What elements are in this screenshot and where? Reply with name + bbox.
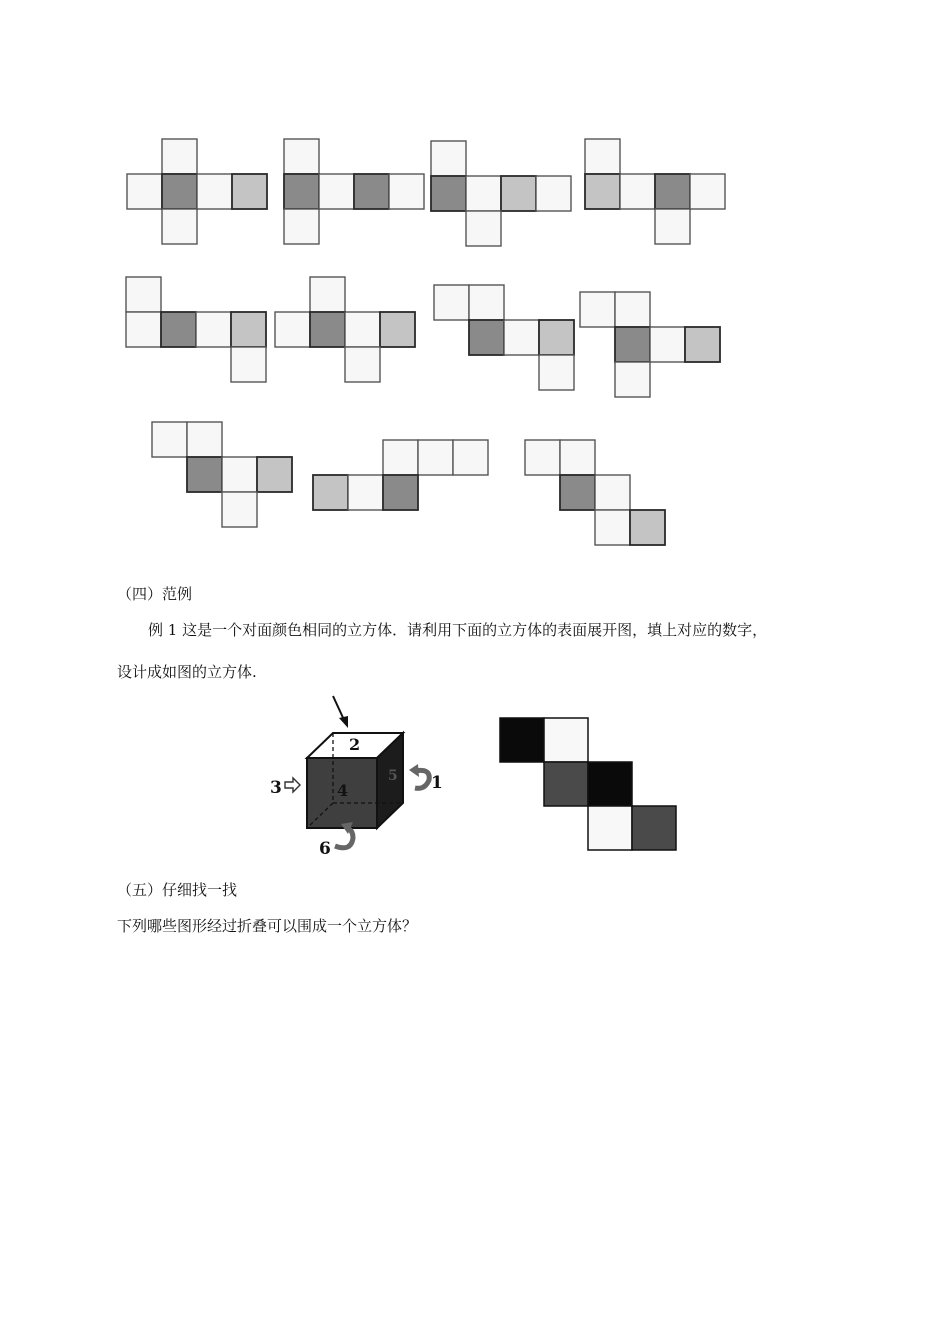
net-square: [431, 176, 466, 211]
answer-net-square: [544, 718, 588, 762]
net-square: [650, 327, 685, 362]
cube-net-11: [525, 440, 665, 545]
cube-net-5: [126, 277, 266, 382]
net-square: [380, 312, 415, 347]
cube-net-9: [152, 422, 292, 527]
answer-net-square: [588, 762, 632, 806]
net-square: [595, 510, 630, 545]
right-curved-arrowhead: [409, 764, 419, 777]
label-top: 2: [349, 735, 361, 754]
net-square: [310, 277, 345, 312]
net-square: [231, 347, 266, 382]
net-square: [690, 174, 725, 209]
net-square: [630, 510, 665, 545]
net-square: [162, 174, 197, 209]
net-square: [197, 174, 232, 209]
section-four-heading: （四）范例: [117, 585, 193, 603]
answer-net-figure: [490, 708, 690, 858]
answer-net-square: [544, 762, 588, 806]
net-square: [383, 440, 418, 475]
net-square: [222, 492, 257, 527]
cube-nets-figure: [0, 0, 950, 560]
net-square: [580, 292, 615, 327]
bottom-curved-arrow-icon: [335, 828, 353, 848]
answer-net-square: [500, 718, 544, 762]
net-square: [431, 141, 466, 176]
net-square: [560, 475, 595, 510]
cube-net-3: [431, 141, 571, 246]
net-square: [539, 355, 574, 390]
net-square: [187, 457, 222, 492]
label-right-arrow: 1: [431, 773, 443, 793]
net-square: [595, 475, 630, 510]
cube-net-10: [313, 440, 488, 510]
cube-net-4: [585, 139, 725, 244]
net-square: [126, 312, 161, 347]
net-square: [232, 174, 267, 209]
net-square: [615, 327, 650, 362]
label-right: 5: [388, 768, 398, 784]
net-square: [345, 347, 380, 382]
net-square: [501, 176, 536, 211]
net-square: [536, 176, 571, 211]
net-square: [126, 277, 161, 312]
net-square: [196, 312, 231, 347]
net-square: [222, 457, 257, 492]
net-square: [655, 174, 690, 209]
cube-net-8: [580, 292, 720, 397]
net-square: [685, 327, 720, 362]
example-text-line2: 设计成如图的立方体.: [117, 663, 257, 681]
cube-net-1: [127, 139, 267, 244]
net-square: [319, 174, 354, 209]
net-square: [348, 475, 383, 510]
answer-net-square: [632, 806, 676, 850]
cube-net-2: [284, 139, 424, 244]
net-square: [585, 174, 620, 209]
net-square: [284, 209, 319, 244]
net-square: [466, 211, 501, 246]
net-square: [453, 440, 488, 475]
net-square: [539, 320, 574, 355]
net-square: [466, 176, 501, 211]
section-five-question: 下列哪些图形经过折叠可以围成一个立方体？: [117, 917, 418, 935]
net-square: [127, 174, 162, 209]
net-square: [620, 174, 655, 209]
net-square: [418, 440, 453, 475]
answer-net-square: [588, 806, 632, 850]
net-square: [345, 312, 380, 347]
left-hollow-arrow-icon: [285, 778, 300, 792]
net-square: [615, 292, 650, 327]
net-square: [560, 440, 595, 475]
net-square: [313, 475, 348, 510]
net-square: [389, 174, 424, 209]
net-square: [275, 312, 310, 347]
net-square: [383, 475, 418, 510]
net-square: [655, 209, 690, 244]
net-square: [257, 457, 292, 492]
label-left: 3: [270, 778, 282, 798]
net-square: [310, 312, 345, 347]
net-square: [469, 320, 504, 355]
label-front: 4: [337, 781, 349, 800]
net-square: [284, 174, 319, 209]
net-square: [187, 422, 222, 457]
net-square: [615, 362, 650, 397]
net-square: [284, 139, 319, 174]
net-square: [231, 312, 266, 347]
example-text-line1: 例 1 这是一个对面颜色相同的立方体．请利用下面的立方体的表面展开图，填上对应的数字，: [148, 621, 768, 639]
net-square: [434, 285, 469, 320]
net-square: [525, 440, 560, 475]
net-square: [585, 139, 620, 174]
label-bottom: 6: [319, 839, 331, 859]
net-square: [469, 285, 504, 320]
cube-diagram: [255, 688, 455, 863]
net-square: [354, 174, 389, 209]
net-square: [504, 320, 539, 355]
net-square: [162, 139, 197, 174]
pointer-arrowhead: [339, 716, 348, 728]
net-square: [152, 422, 187, 457]
cube-net-7: [434, 285, 574, 390]
cube-net-6: [275, 277, 415, 382]
net-square: [161, 312, 196, 347]
section-five-heading: （五）仔细找一找: [117, 881, 238, 899]
net-square: [162, 209, 197, 244]
